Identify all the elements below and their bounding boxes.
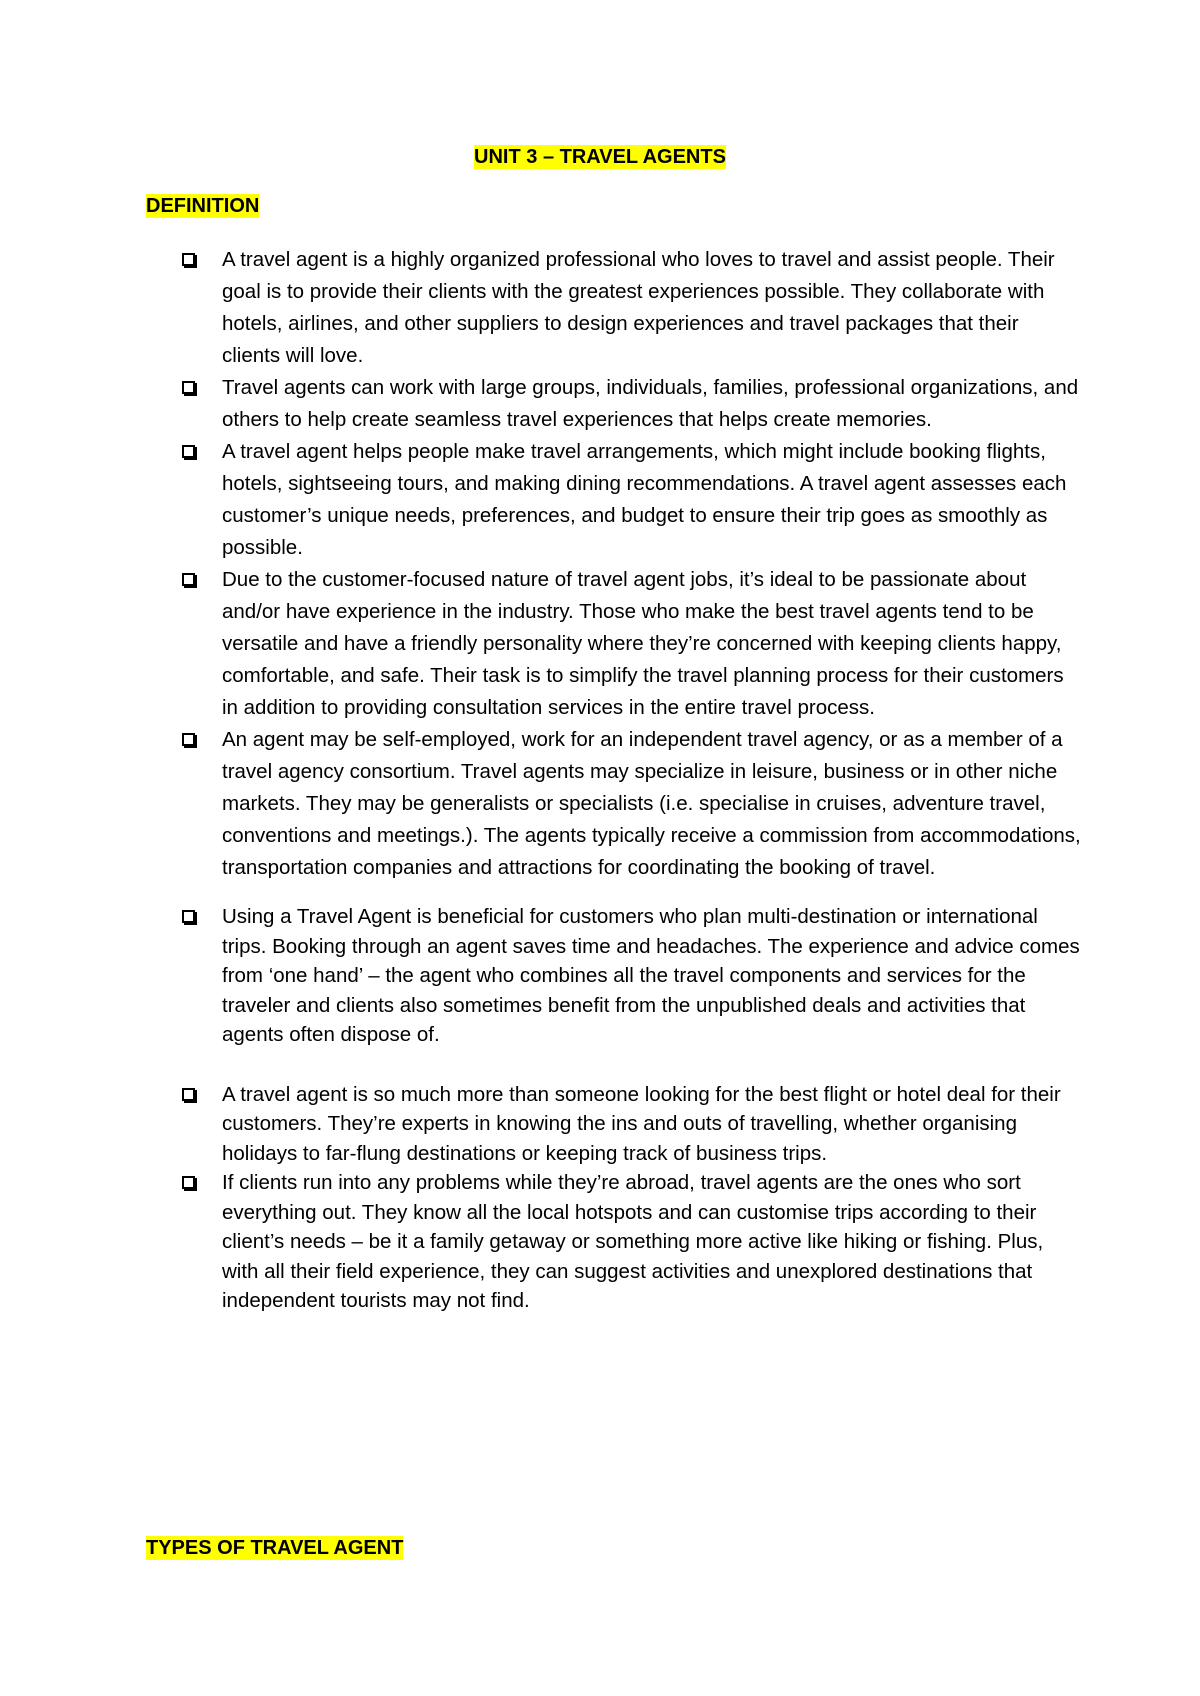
definition-heading-container [146, 193, 259, 219]
list-item [182, 1080, 1082, 1169]
list-item [182, 564, 1082, 724]
list-item-text: A travel agent is a highly organized professional who loves to travel and assist people. Their goal is to provide their clients with the greatest experiences possible. They collaborate with hotels, airlines, and other suppliers to design experiences and travel packages that their clients will love. [222, 248, 1055, 367]
list-item-text: An agent may be self-employed, work for an independent travel agency, or as a member of a travel agency consortium. Travel agents may specialize in leisure, business or in other niche markets. They may be generalists or specialists (i.e. specialise in cruises, adventure travel, conventions and meetings.). The agents typically receive a commission from accommodations, transportation companies and attractions for coordinating the booking of travel. [222, 728, 1081, 879]
checkbox-bullet-icon [182, 253, 195, 266]
list-item-text: Travel agents can work with large groups, individuals, families, professional organizations, and others to help create seamless travel experiences that helps create memories. [222, 376, 1079, 431]
checkbox-bullet-icon [182, 573, 195, 586]
list-item [182, 724, 1082, 884]
definition-list [182, 244, 1082, 1316]
checkbox-bullet-icon [182, 1088, 195, 1101]
section-heading-definition: DEFINITION [146, 195, 260, 217]
checkbox-bullet-icon [182, 910, 195, 923]
title-row [0, 144, 1200, 170]
section-heading-types: TYPES OF TRAVEL AGENT [146, 1537, 404, 1559]
checkbox-bullet-icon [182, 381, 195, 394]
list-item-text: Using a Travel Agent is beneficial for customers who plan multi-destination or international trips. Booking through an agent saves time and headaches. The experience and advice comes from ‘one hand’ – the agent who combines all the travel components and services for the traveler and clients also sometimes benefit from the unpublished deals and activities that agents often dispose of. [222, 905, 1080, 1046]
list-item [182, 1168, 1082, 1316]
checkbox-bullet-icon [182, 445, 195, 458]
checkbox-bullet-icon [182, 733, 195, 746]
list-item-text: Due to the customer-focused nature of travel agent jobs, it’s ideal to be passionate about and/or have experience in the industry. Those who make the best travel agents tend to be versatile and have a friendly personality where they’re concerned with keeping clients happy, comfortable, and safe. Their task is to simplify the travel planning process for their customers in addition to providing consultation services in the entire travel process. [222, 568, 1064, 719]
list-item-text: A travel agent is so much more than someone looking for the best flight or hotel deal for their customers. They’re experts in knowing the ins and outs of travelling, whether organising holidays to far-flung destinations or keeping track of business trips. [222, 1082, 1061, 1165]
list-item [182, 436, 1082, 564]
list-item [182, 372, 1082, 436]
list-item-text: If clients run into any problems while they’re abroad, travel agents are the ones who sort everything out. They know all the local hotspots and can customise trips according to their client’s needs – be it a family getaway or something more active like hiking or fishing. Plus, with all their field experience, they can suggest activities and unexplored destinations that independent tourists may not find. [222, 1171, 1044, 1312]
list-item-text: A travel agent helps people make travel arrangements, which might include booking flights, hotels, sightseeing tours, and making dining recommendations. A travel agent assesses each customer’s unique needs, preferences, and budget to ensure their trip goes as smoothly as possible. [222, 440, 1067, 559]
page-title: UNIT 3 – TRAVEL AGENTS [474, 146, 726, 168]
list-item [182, 244, 1082, 372]
types-heading-container [146, 1535, 403, 1561]
list-item [182, 902, 1082, 1050]
checkbox-bullet-icon [182, 1176, 195, 1189]
